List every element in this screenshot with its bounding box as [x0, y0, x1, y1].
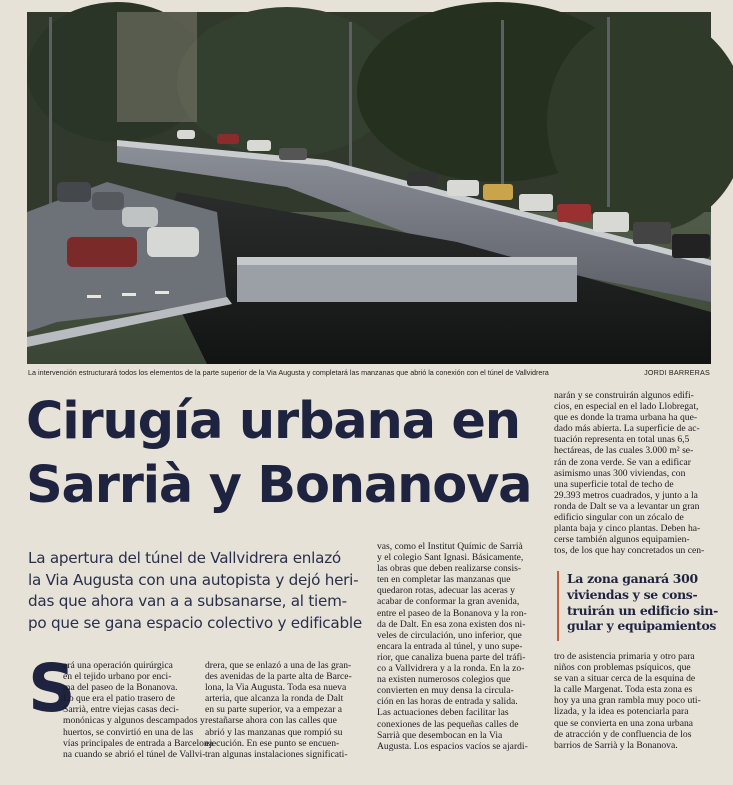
pull-quote-line: gular y equipamientos	[567, 618, 717, 634]
article-text-line: en el tejido urbano por enci-	[63, 671, 172, 683]
article-text-line: des avenidas de la parte alta de Barce-	[205, 671, 352, 683]
article-text-line: las obras que deben realizarse consis-	[377, 563, 522, 575]
article-text-line: una superficie total de techo de	[554, 478, 674, 490]
article-text-line: lona, la Via Augusta. Toda esa nueva	[205, 682, 347, 694]
subhead-line: La apertura del túnel de Vallvidrera enlazó	[28, 549, 341, 567]
article-text-line: se van a situar cerca de la esquina de	[554, 673, 696, 685]
article-text-line: na cuando se abrió el túnel de Vallvi-	[63, 748, 206, 760]
article-text-line: 29.393 metros cuadrados, y junto a la	[554, 489, 698, 501]
article-text-line: tos, de los que hay concretados un cen-	[554, 545, 705, 557]
article-text-line: y el colegio Sant Ignasi. Básicamente,	[377, 552, 524, 564]
caption-text: La intervención estructurará todos los elementos de la parte superior de la Via Augusta y completará las manzanas que abrió la conexión con el túnel de Vallvidrera	[28, 368, 549, 377]
article-text-line: que es donde la trama urbana ha que-	[554, 412, 698, 424]
article-column-1	[63, 660, 213, 760]
subhead	[28, 548, 380, 634]
article-text-line: tro de asistencia primaria y otro para	[554, 651, 695, 662]
headline-line-2: Sarrià y Bonanova	[26, 456, 532, 515]
pull-quote	[557, 571, 727, 641]
article-text-line: tran algunas instalaciones significati-	[205, 748, 348, 760]
article-text-line: erá una operación quirúrgica	[63, 660, 173, 671]
article-text-line: vas, como el Institut Químic de Sarrià	[377, 541, 523, 552]
article-photo	[27, 12, 711, 364]
article-text-line: vías principales de entrada a Barcelona	[63, 737, 213, 749]
article-text-line: ronda de Dalt se va a levantar un gran	[554, 500, 700, 512]
drop-cap: S	[28, 650, 76, 727]
article-text-line: hectáreas, de las cuales 3.000 m² se-	[554, 445, 694, 457]
article-text-line: asimismo unas 300 viviendas, con	[554, 467, 686, 479]
article-text-line: abrió y las manzanas que rompió su	[205, 726, 343, 738]
article-text-line: arteria, que alcanza la ronda de Dalt	[205, 693, 344, 705]
article-text-line: ma del paseo de la Bonanova.	[63, 682, 178, 694]
article-text-line: Lo que era el patio trasero de	[63, 693, 175, 705]
article-text-line: convierten en muy densa la circula-	[377, 685, 514, 697]
headline	[26, 390, 546, 518]
article-text-line: ción en las horas de entrada y salida.	[377, 696, 518, 708]
article-text-line: Augusta. Los espacios vacíos se ajardi-	[377, 740, 528, 752]
article-text-line: la calle Margenat. Toda esta zona es	[554, 684, 693, 696]
article-text-line: restañarse ahora con las calles que	[205, 715, 337, 727]
article-text-line: Sarrià, entre viejas casas deci-	[63, 704, 179, 716]
article-text-line: rior, que canaliza buena parte del tráfi-	[377, 651, 526, 663]
subhead-line: la Via Augusta con una autopista y dejó heri-	[28, 570, 359, 589]
article-text-line: lizada, y la idea es potenciarla para	[554, 706, 689, 718]
article-text-line: narán y se construirán algunos edifi-	[554, 390, 694, 401]
article-text-line: planta baja y cinco plantas. Deben ha-	[554, 523, 701, 535]
article-column-2	[205, 660, 367, 760]
photo-caption	[28, 367, 710, 379]
article-text-line: ten en completar las manzanas que	[377, 574, 511, 586]
article-text-line: de atracción y de confluencia de los	[554, 728, 692, 740]
article-text-line: da de Dalt. En esa zona existen dos ni-	[377, 618, 526, 630]
article-text-line: Las actuaciones deben facilitar las	[377, 707, 509, 719]
article-column-4-bottom	[554, 651, 718, 751]
article-text-line: cerse también algunos equipamien-	[554, 534, 690, 546]
article-text-line: tuación representa en total unas 6,5	[554, 434, 690, 446]
article-text-line: encara la entrada al túnel, y uno supe-	[377, 640, 523, 652]
article-text-line: rán de zona verde. Se van a edificar	[554, 456, 691, 468]
article-text-line: hoy ya una gran rambla muy poco uti-	[554, 695, 701, 707]
pull-quote-line: truirán un edificio sin-	[567, 602, 718, 618]
article-text-line: Sarrià que desembocan en la Via	[377, 729, 503, 741]
street-photo-illustration	[27, 12, 711, 364]
article-text-line: na existen numerosos colegios que	[377, 674, 511, 686]
pull-quote-line: viviendas y se cons-	[567, 586, 698, 602]
article-text-line: drera, que se enlazó a una de las gran-	[205, 660, 352, 671]
article-text-line: en su parte superior, va a empezar a	[205, 704, 343, 716]
article-text-line: monónicas y algunos descampados y	[63, 715, 205, 727]
article-text-line: acabar de conformar la gran avenida,	[377, 596, 520, 608]
article-text-line: quedaron rotas, adecuar las aceras y	[377, 585, 515, 597]
pull-quote-line: La zona ganará 300	[567, 571, 698, 586]
article-text-line: ejecución. En ese punto se encuen-	[205, 737, 340, 749]
subhead-line: po que se gana espacio colectivo y edificable	[28, 613, 362, 632]
headline-line-1: Cirugía urbana en	[26, 392, 520, 451]
article-text-line: veles de circulación, uno inferior, que	[377, 629, 522, 641]
article-column-3	[377, 541, 541, 752]
article-text-line: co a Vallvidrera y a la ronda. En la zo-	[377, 663, 525, 675]
article-text-line: cios, en especial en el lado Llobregat,	[554, 401, 699, 413]
article-text-line: entre el paseo de la Bonanova y la ron-	[377, 607, 527, 619]
article-text-line: niños con problemas psíquicos, que	[554, 662, 691, 674]
article-text-line: huertos, se convirtió en una de las	[63, 726, 194, 738]
article-text-line: dado más abierta. La superficie de ac-	[554, 423, 700, 435]
photo-credit: JORDI BARRERAS	[644, 368, 710, 377]
article-text-line: edificio singular con un zócalo de	[554, 512, 684, 524]
article-column-4-top	[554, 390, 718, 556]
article-text-line: que se convierta en una zona urbana	[554, 717, 694, 729]
article-text-line: barrios de Sarrià y la Bonanova.	[554, 739, 678, 751]
subhead-line: das que ahora van a a subsanarse, al tiem-	[28, 592, 347, 610]
article-text-line: conexiones de las pequeñas calles de	[377, 718, 519, 730]
